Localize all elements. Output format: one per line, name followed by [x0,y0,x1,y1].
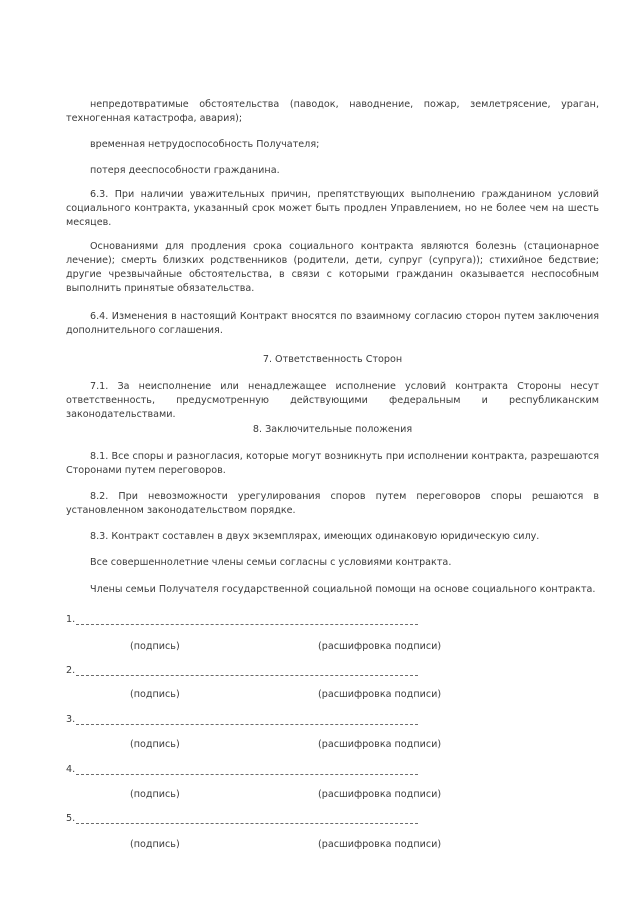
paragraph-family-members: Члены семьи Получателя государственной социальной помощи на основе социального контракта. [90,584,596,595]
signature-number: 3. [66,714,76,725]
signature-line [66,763,418,777]
signature-line [66,613,418,627]
paragraph-8-1: 8.1. Все споры и разногласия, которые могут возникнуть при исполнении контракта, разрешаются Сторонами путем переговоров. [66,451,599,476]
signature-number: 4. [66,764,76,775]
paragraph-6-3: 6.3. При наличии уважительных причин, препятствующих выполнению гражданином условий социального контракта, указанный срок может быть продлен Управлением, но не более чем на шесть месяцев. [66,189,599,228]
paragraph-extension-grounds: Основаниями для продления срока социального контракта являются болезнь (стационарное лечение); смерть близких родственников (родители, дети, супруг (супруга)); стихийное бедствие; другие чрезвычайные обстоятельства, в связи с которыми гражданин оказывается неспособным выполнить принятые обязательства. [66,241,599,294]
paragraph-7-1: 7.1. За неисполнение или ненадлежащее исполнение условий контракта Стороны несут ответственность, предусмотренную действующими федеральным и республиканским законодательствами. [66,381,599,420]
signature-decode-label: (расшифровка подписи) [318,839,442,850]
section-heading-7: 7. Ответственность Сторон [262,354,403,365]
signature-underline [76,675,418,676]
signature-label: (подпись) [130,641,180,652]
signature-label: (подпись) [130,839,180,850]
signature-decode-label: (расшифровка подписи) [318,641,442,652]
signature-decode-label: (расшифровка подписи) [318,789,442,800]
signature-number: 1. [66,614,76,625]
paragraph-family-agreement: Все совершеннолетние члены семьи согласны с условиями контракта. [90,557,452,568]
signature-decode-label: (расшифровка подписи) [318,739,442,750]
signature-underline [76,823,418,824]
signature-number: 2. [66,665,76,676]
paragraph-loss-of-capacity: потеря дееспособности гражданина. [90,165,280,176]
signature-decode-label: (расшифровка подписи) [318,689,442,700]
paragraph-force-majeure: непредотвратимые обстоятельства (паводок, наводнение, пожар, землетрясение, ураган, техногенная катастрофа, авария); [66,99,599,124]
signature-number: 5. [66,813,76,824]
signature-line [66,713,418,727]
signature-line [66,664,418,678]
signature-label: (подпись) [130,789,180,800]
signature-label: (подпись) [130,739,180,750]
signature-underline [76,624,418,625]
paragraph-8-3: 8.3. Контракт составлен в двух экземплярах, имеющих одинаковую юридическую силу. [90,531,540,542]
signature-underline [76,774,418,775]
paragraph-8-2: 8.2. При невозможности урегулирования споров путем переговоров споры решаются в установленном законодательством порядке. [66,491,599,516]
section-heading-8: 8. Заключительные положения [252,424,413,435]
signature-underline [76,724,418,725]
signature-label: (подпись) [130,689,180,700]
signature-line [66,812,418,826]
paragraph-temporary-disability: временная нетрудоспособность Получателя; [90,139,320,150]
paragraph-6-4: 6.4. Изменения в настоящий Контракт вносятся по взаимному согласию сторон путем заключения дополнительного соглашения. [66,311,599,336]
